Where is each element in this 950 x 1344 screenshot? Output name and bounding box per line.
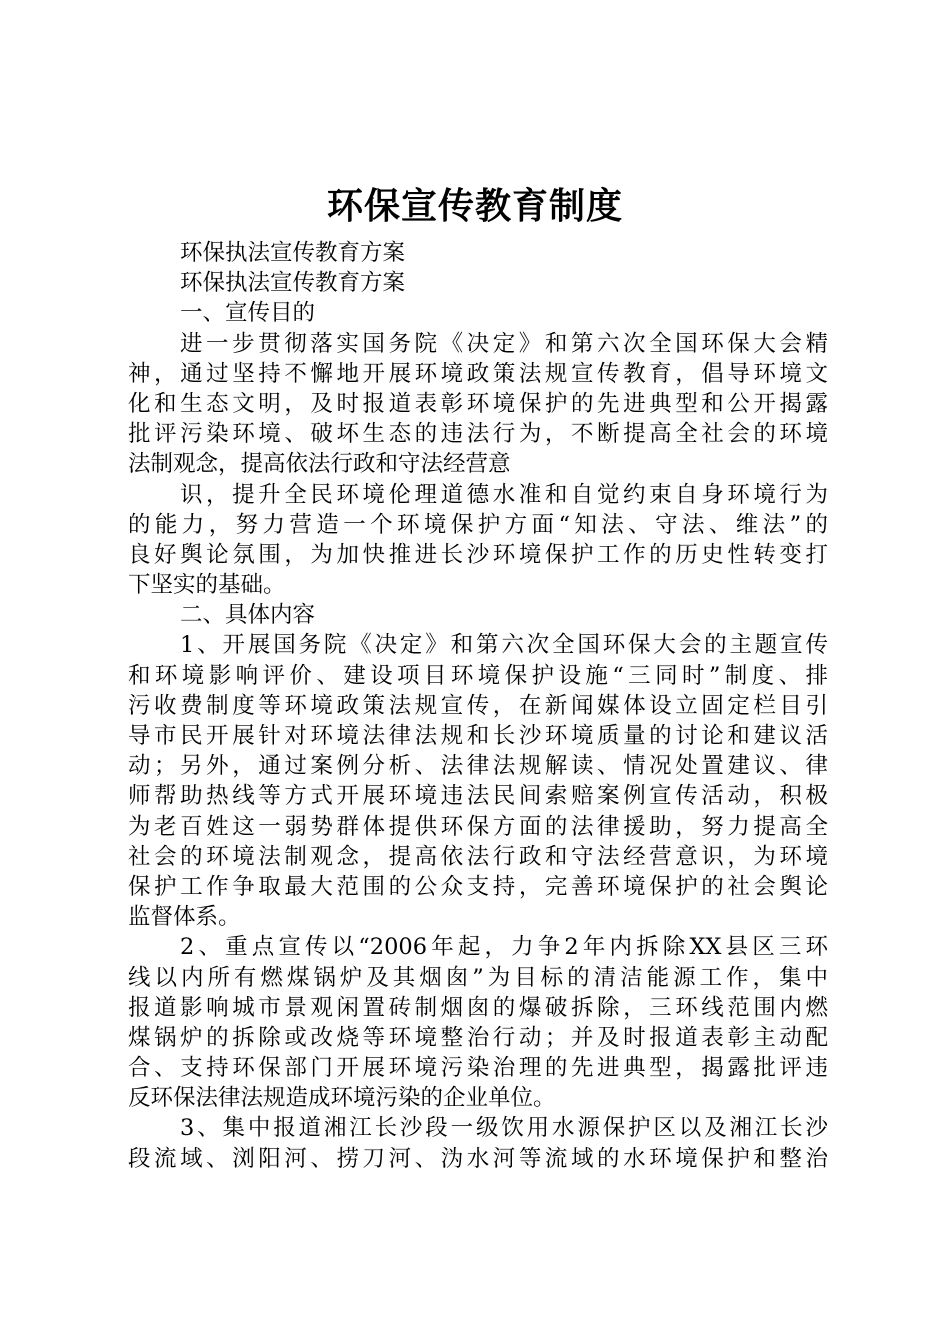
- text-line: 合、支持环保部门开展环境污染治理的先进典型，揭露批评违: [128, 1055, 828, 1082]
- text-line: 进一步贯彻落实国务院《决定》和第六次全国环保大会精: [180, 330, 828, 357]
- text-line: 神，通过坚持不懈地开展环境政策法规宣传教育，倡导环境文: [128, 360, 828, 387]
- text-line: 导市民开展针对环境法律法规和长沙环境质量的讨论和建议活: [128, 723, 828, 749]
- text-line: 二、具体内容: [180, 602, 316, 629]
- text-line: 的能力，努力营造一个环境保护方面“知法、守法、维法”的: [128, 511, 828, 538]
- text-line: 环保执法宣传教育方案: [180, 270, 406, 297]
- text-line: 识，提升全民环境伦理道德水准和自觉约束自身环境行为: [180, 481, 828, 508]
- text-line: 污收费制度等环境政策法规宣传，在新闻媒体设立固定栏目引: [128, 692, 828, 719]
- text-line: 为老百姓这一弱势群体提供环保方面的法律援助，努力提高全: [128, 813, 828, 840]
- text-line: 社会的环境法制观念，提高依法行政和守法经营意识，为环境: [128, 843, 828, 870]
- text-line: 化和生态文明，及时报道表彰环境保护的先进典型和公开揭露: [128, 390, 828, 417]
- text-line: 2、重点宣传以“2006年起，力争2年内拆除XX县区三环: [180, 934, 828, 961]
- text-line: 下坚实的基础。: [128, 572, 286, 599]
- text-line: 保护工作争取最大范围的公众支持，完善环境保护的社会舆论: [128, 873, 828, 900]
- text-line: 良好舆论氛围，为加快推进长沙环境保护工作的历史性转变打: [128, 541, 828, 568]
- text-line: 和环境影响评价、建设项目环境保护设施“三同时”制度、排: [128, 662, 828, 689]
- text-line: 反环保法律法规造成环境污染的企业单位。: [128, 1085, 556, 1112]
- text-line: 法制观念，提高依法行政和守法经营意: [128, 451, 511, 478]
- text-line: 煤锅炉的拆除或改烧等环境整治行动；并及时报道表彰主动配: [128, 1024, 828, 1051]
- text-line: 师帮助热线等方式开展环境违法民间索赔案例宣传活动，积极: [128, 783, 828, 810]
- text-line: 报道影响城市景观闲置砖制烟囱的爆破拆除，三环线范围内燃: [128, 994, 828, 1021]
- text-line: 1、开展国务院《决定》和第六次全国环保大会的主题宣传: [180, 632, 828, 659]
- text-line: 动；另外，通过案例分析、法律法规解读、情况处置建议、律: [128, 753, 828, 780]
- text-line: 环保执法宣传教育方案: [180, 240, 406, 266]
- text-line: 一、宣传目的: [180, 300, 316, 327]
- document-title: 环保宣传教育制度: [326, 185, 623, 227]
- document-body: [128, 238, 828, 1174]
- text-line: 批评污染环境、破坏生态的违法行为，不断提高全社会的环境: [128, 421, 828, 448]
- text-line: 线以内所有燃煤锅炉及其烟囱”为目标的清洁能源工作，集中: [128, 964, 828, 991]
- text-line: 段流域、浏阳河、捞刀河、沩水河等流域的水环境保护和整治: [128, 1145, 828, 1172]
- text-line: 3、集中报道湘江长沙段一级饮用水源保护区以及湘江长沙: [180, 1115, 828, 1142]
- text-line: 监督体系。: [128, 904, 241, 931]
